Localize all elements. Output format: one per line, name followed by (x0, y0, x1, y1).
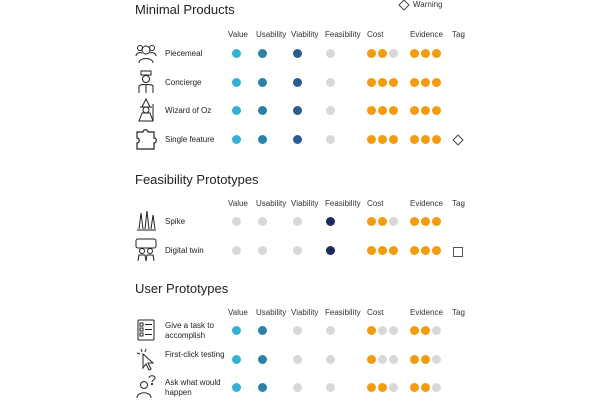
cost-dot (378, 246, 387, 255)
col-header-evidence: Evidence (410, 199, 443, 208)
viability-indicator (293, 106, 302, 115)
col-header-value: Value (228, 308, 248, 317)
evidence-dot (432, 78, 441, 87)
row-label: Spike (165, 217, 186, 226)
value-indicator (232, 326, 241, 335)
wizard-icon (135, 98, 157, 122)
col-header-tag: Tag (452, 308, 465, 317)
col-header-feasibility: Feasibility (325, 199, 361, 208)
viability-indicator (293, 135, 302, 144)
tag-checkbox[interactable] (453, 247, 463, 257)
evidence-dot (410, 106, 419, 115)
concierge-icon (135, 70, 157, 94)
checklist-icon (135, 318, 157, 342)
col-header-viability: Viability (291, 199, 319, 208)
evidence-dot (421, 217, 430, 226)
cost-dot (389, 135, 398, 144)
row-label: Piecemeal (165, 49, 203, 58)
evidence-dot (432, 106, 441, 115)
diamond-icon (398, 0, 409, 10)
cost-dot (389, 78, 398, 87)
col-header-cost: Cost (367, 30, 384, 39)
cost-dot (378, 106, 387, 115)
cost-dot (389, 49, 398, 58)
cost-dot (378, 355, 387, 364)
cursor-click-icon (135, 347, 157, 371)
col-header-value: Value (228, 199, 248, 208)
feasibility-indicator (326, 383, 335, 392)
section-title-user-prototypes: User Prototypes (135, 281, 229, 296)
evidence-dot (432, 383, 441, 392)
table-row (0, 127, 600, 153)
cost-dot (378, 49, 387, 58)
evidence-dot (410, 78, 419, 87)
table-row (0, 70, 600, 96)
table-row (0, 209, 600, 235)
col-header-tag: Tag (452, 30, 465, 39)
value-indicator (232, 383, 241, 392)
cost-dot (367, 326, 376, 335)
usability-indicator (258, 326, 267, 335)
col-header-viability: Viability (291, 308, 319, 317)
puzzle-icon (135, 127, 157, 151)
evidence-dot (421, 383, 430, 392)
col-header-tag: Tag (452, 199, 465, 208)
cost-dot (367, 355, 376, 364)
warning-legend (400, 0, 443, 9)
col-header-usability: Usability (256, 199, 287, 208)
cost-dot (367, 246, 376, 255)
evidence-dot (432, 326, 441, 335)
cost-dot (389, 106, 398, 115)
col-header-cost: Cost (367, 308, 384, 317)
cost-dot (367, 49, 376, 58)
feasibility-indicator (326, 217, 335, 226)
evidence-dot (421, 355, 430, 364)
question-person-icon (135, 375, 157, 399)
warning-label: Warning (413, 0, 443, 9)
evidence-dot (421, 106, 430, 115)
row-label: Single feature (165, 135, 215, 144)
evidence-dot (410, 326, 419, 335)
value-indicator (232, 246, 241, 255)
col-header-evidence: Evidence (410, 30, 443, 39)
cost-dot (389, 217, 398, 226)
section-title-feasibility-prototypes: Feasibility Prototypes (135, 172, 259, 187)
table-row (0, 41, 600, 67)
evidence-dot (432, 246, 441, 255)
usability-indicator (258, 355, 267, 364)
viability-indicator (293, 383, 302, 392)
row-label: Digital twin (165, 246, 204, 255)
usability-indicator (258, 49, 267, 58)
col-header-usability: Usability (256, 30, 287, 39)
feasibility-indicator (326, 106, 335, 115)
col-header-value: Value (228, 30, 248, 39)
evidence-dot (421, 78, 430, 87)
cost-dot (378, 135, 387, 144)
evidence-dot (421, 246, 430, 255)
evidence-dot (410, 217, 419, 226)
feasibility-indicator (326, 135, 335, 144)
cost-dot (367, 217, 376, 226)
evidence-dot (432, 49, 441, 58)
evidence-dot (432, 217, 441, 226)
table-row (0, 318, 600, 344)
feasibility-indicator (326, 355, 335, 364)
feasibility-indicator (326, 246, 335, 255)
cost-dot (367, 383, 376, 392)
evidence-dot (421, 326, 430, 335)
viability-indicator (293, 246, 302, 255)
row-label: Wizard of Oz (165, 106, 212, 115)
cost-dot (367, 135, 376, 144)
feasibility-indicator (326, 78, 335, 87)
digital-twin-icon (135, 238, 157, 262)
evidence-dot (410, 135, 419, 144)
row-label: Ask what would happen (165, 378, 221, 397)
evidence-dot (421, 135, 430, 144)
spike-icon (135, 209, 157, 233)
row-label: First-click testing (165, 350, 225, 359)
table-row (0, 98, 600, 124)
viability-indicator (293, 326, 302, 335)
table-row (0, 347, 600, 373)
evidence-dot (421, 49, 430, 58)
row-label: Concierge (165, 78, 202, 87)
col-header-evidence: Evidence (410, 308, 443, 317)
evidence-dot (410, 246, 419, 255)
cost-dot (389, 246, 398, 255)
viability-indicator (293, 78, 302, 87)
cost-dot (378, 326, 387, 335)
col-header-feasibility: Feasibility (325, 308, 361, 317)
cost-dot (389, 383, 398, 392)
evidence-dot (432, 135, 441, 144)
viability-indicator (293, 217, 302, 226)
row-label: Give a task to accomplish (165, 321, 214, 340)
value-indicator (232, 355, 241, 364)
value-indicator (232, 49, 241, 58)
warning-tag-icon (452, 134, 463, 145)
value-indicator (232, 78, 241, 87)
col-header-viability: Viability (291, 30, 319, 39)
cost-dot (367, 106, 376, 115)
cost-dot (378, 383, 387, 392)
usability-indicator (258, 383, 267, 392)
viability-indicator (293, 49, 302, 58)
evidence-dot (410, 383, 419, 392)
team-icon (135, 41, 157, 65)
cost-dot (367, 78, 376, 87)
cost-dot (378, 217, 387, 226)
usability-indicator (258, 106, 267, 115)
usability-indicator (258, 78, 267, 87)
value-indicator (232, 135, 241, 144)
feasibility-indicator (326, 49, 335, 58)
feasibility-indicator (326, 326, 335, 335)
evidence-dot (410, 355, 419, 364)
col-header-feasibility: Feasibility (325, 30, 361, 39)
cost-dot (389, 355, 398, 364)
value-indicator (232, 217, 241, 226)
table-row (0, 375, 600, 401)
evidence-dot (432, 355, 441, 364)
cost-dot (378, 78, 387, 87)
cost-dot (389, 326, 398, 335)
evidence-dot (410, 49, 419, 58)
section-title-minimal-products: Minimal Products (135, 2, 235, 17)
col-header-usability: Usability (256, 308, 287, 317)
col-header-cost: Cost (367, 199, 384, 208)
table-row (0, 238, 600, 264)
usability-indicator (258, 135, 267, 144)
value-indicator (232, 106, 241, 115)
usability-indicator (258, 246, 267, 255)
usability-indicator (258, 217, 267, 226)
viability-indicator (293, 355, 302, 364)
